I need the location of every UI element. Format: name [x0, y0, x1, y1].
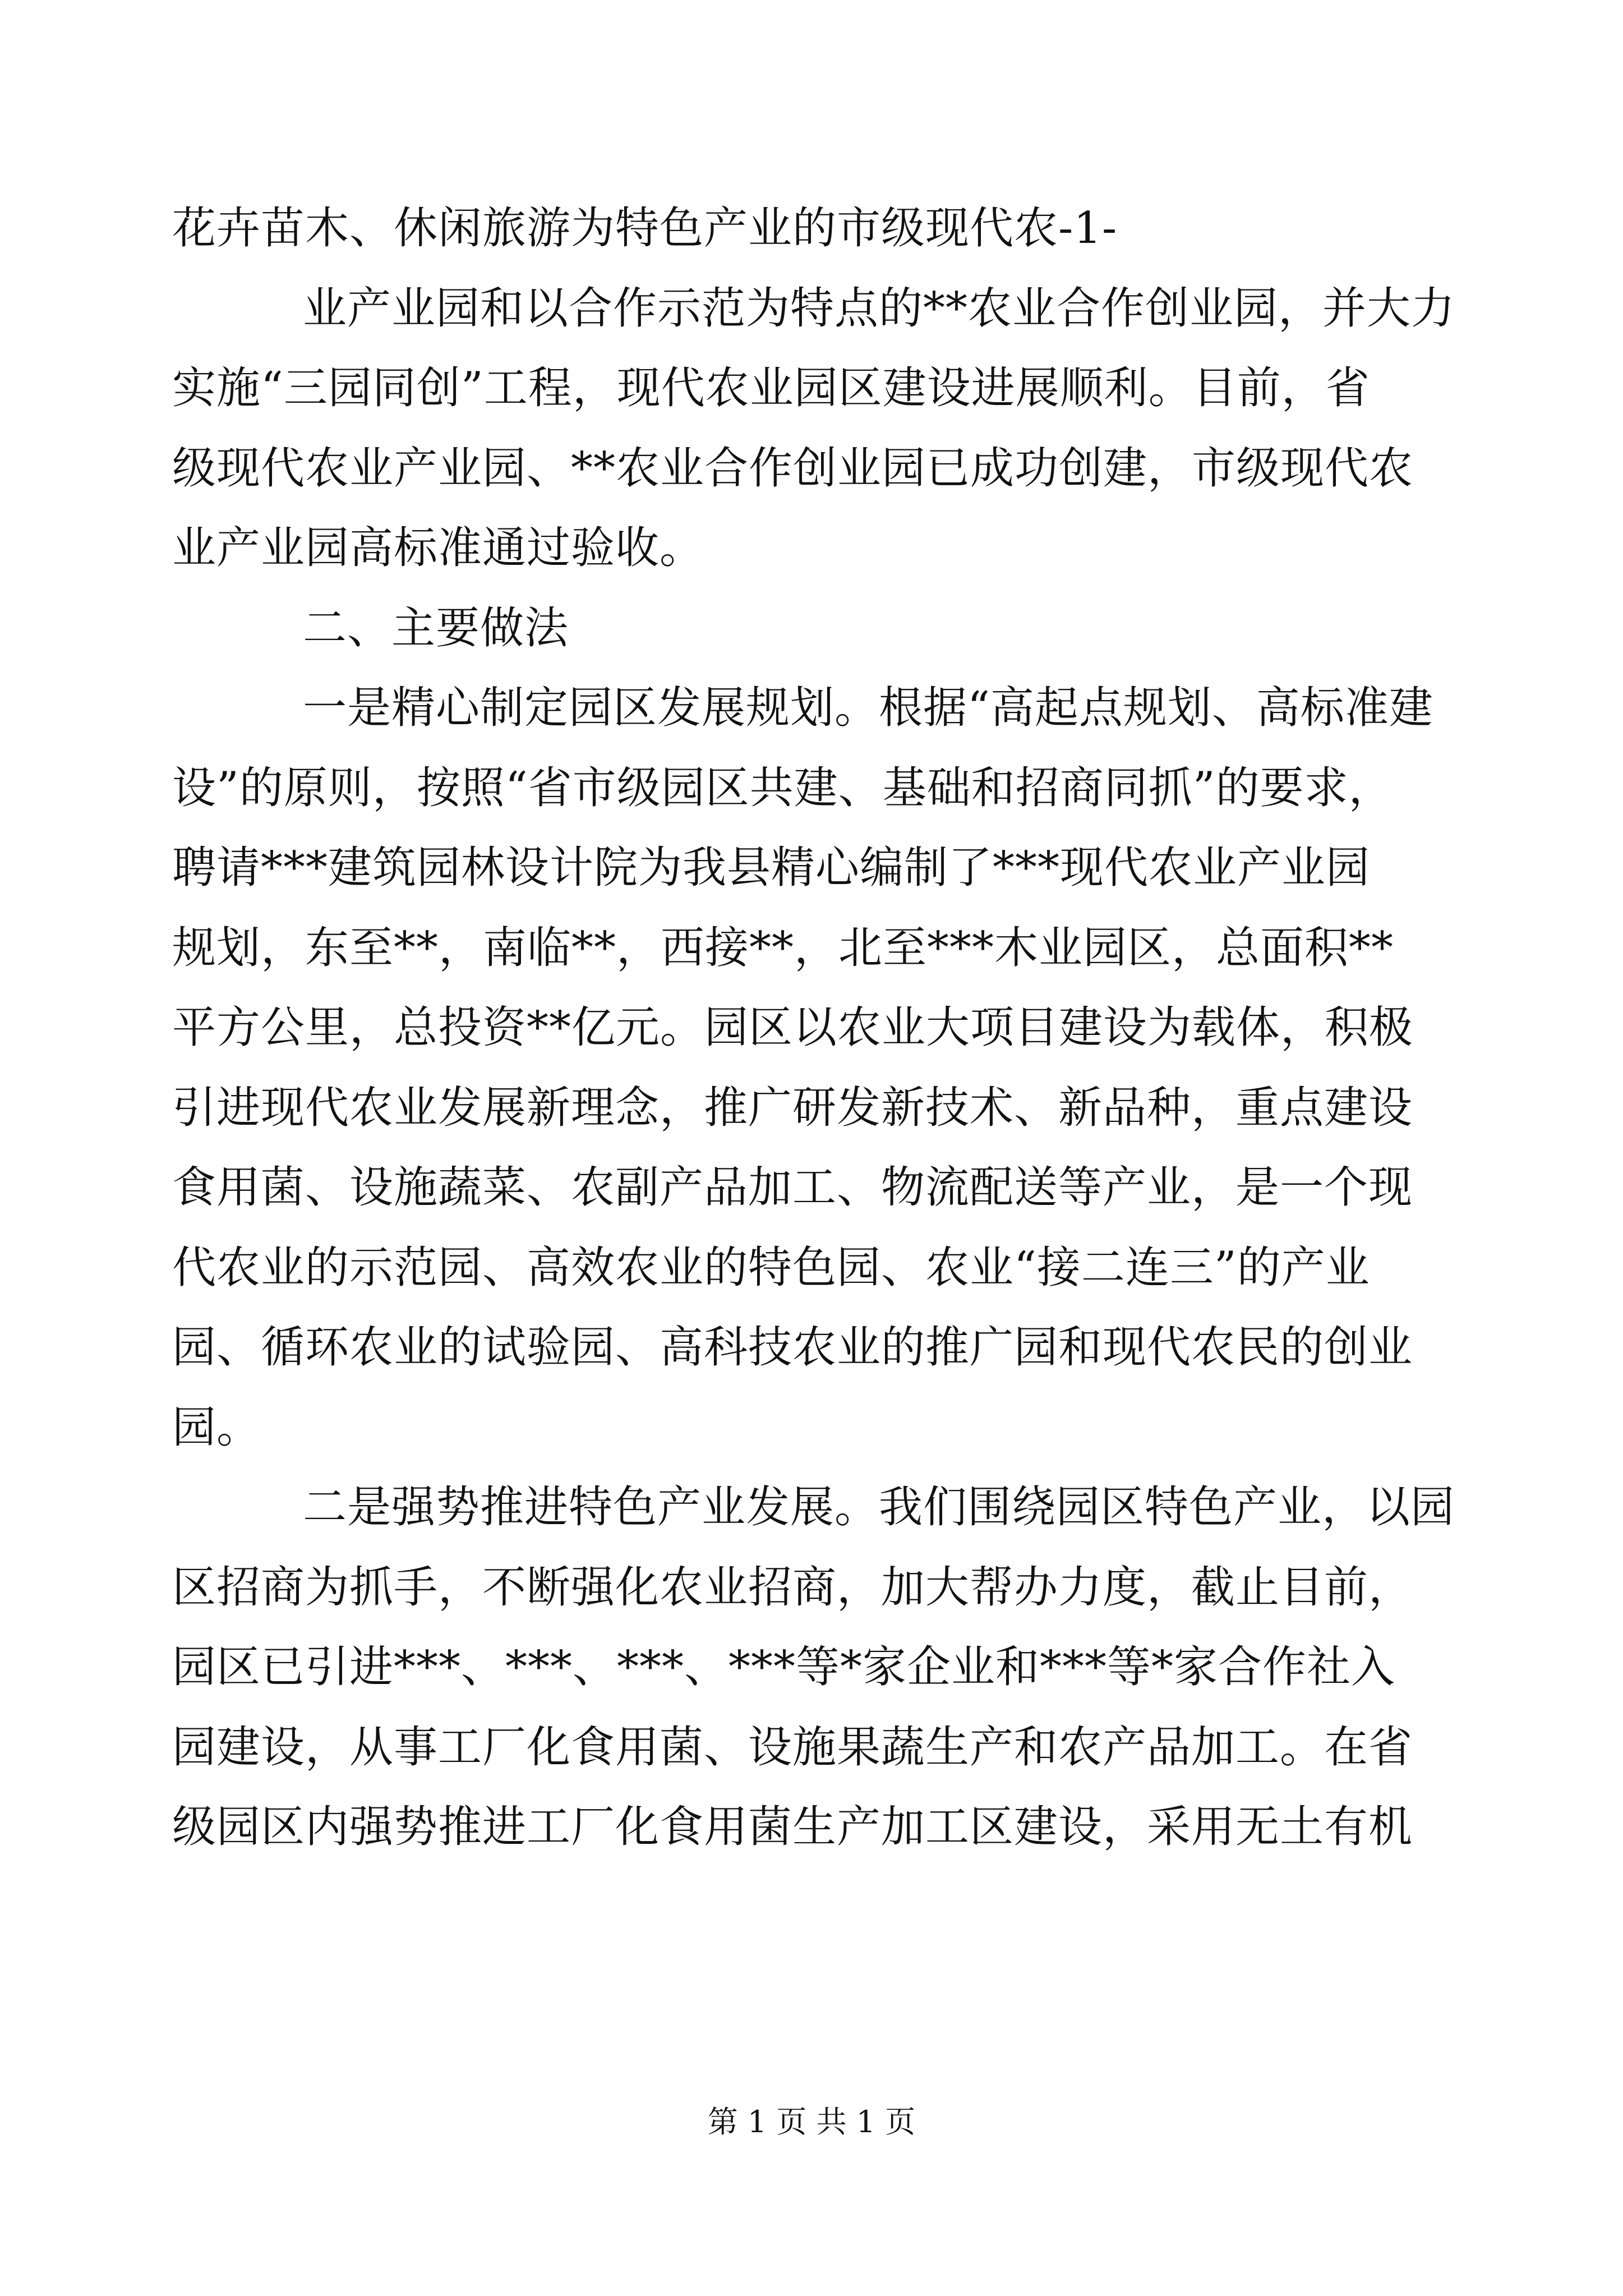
body-text-line: 花卉苗木、休闲旅游为特色产业的市级现代农-1-: [172, 203, 1118, 254]
body-text-line: 园。: [172, 1402, 261, 1453]
body-text-line: 二是强势推进特色产业发展。我们围绕园区特色产业，以园: [303, 1482, 1455, 1533]
body-text-line: 级园区内强势推进工厂化食用菌生产加工区建设，采用无土有机: [172, 1802, 1413, 1852]
body-text-line: 园区已引进***、***、***、***等*家企业和***等*家合作社入: [172, 1642, 1396, 1692]
body-text-line: 一是精心制定园区发展规划。根据“高起点规划、高标准建: [303, 683, 1433, 733]
body-text-line: 平方公里，总投资**亿元。园区以农业大项目建设为载体，积极: [172, 1002, 1414, 1053]
body-text-line: 设”的原则，按照“省市级园区共建、基础和招商同抓”的要求，: [172, 763, 1393, 813]
body-text-line: 聘请***建筑园林设计院为我县精心编制了***现代农业产业园: [172, 843, 1371, 893]
page-footer: 第 1 页 共 1 页: [707, 2104, 916, 2139]
section-heading: 二、主要做法: [303, 603, 569, 654]
body-text-line: 引进现代农业发展新理念，推广研发新技术、新品种，重点建设: [172, 1083, 1413, 1133]
body-text-line: 代农业的示范园、高效农业的特色园、农业“接二连三”的产业: [172, 1243, 1370, 1293]
body-text-line: 规划，东至**，南临**，西接**，北至***木业园区，总面积**: [172, 923, 1394, 973]
body-text-line: 业产业园和以合作示范为特点的**农业合作创业园，并大力: [303, 283, 1456, 334]
body-text-line: 业产业园高标准通过验收。: [172, 523, 704, 573]
body-text-line: 食用菌、设施蔬菜、农副产品加工、物流配送等产业，是一个现: [172, 1162, 1413, 1213]
body-text-line: 园、循环农业的试验园、高科技农业的推广园和现代农民的创业: [172, 1322, 1413, 1373]
body-text-line: 实施“三园同创”工程，现代农业园区建设进展顺利。目前，省: [172, 363, 1370, 413]
body-text-line: 区招商为抓手，不断强化农业招商，加大帮办力度，截止目前，: [172, 1562, 1413, 1613]
body-text-line: 园建设，从事工厂化食用菌、设施果蔬生产和农产品加工。在省: [172, 1722, 1413, 1773]
body-text-line: 级现代农业产业园、**农业合作创业园已成功创建，市级现代农: [172, 443, 1414, 494]
